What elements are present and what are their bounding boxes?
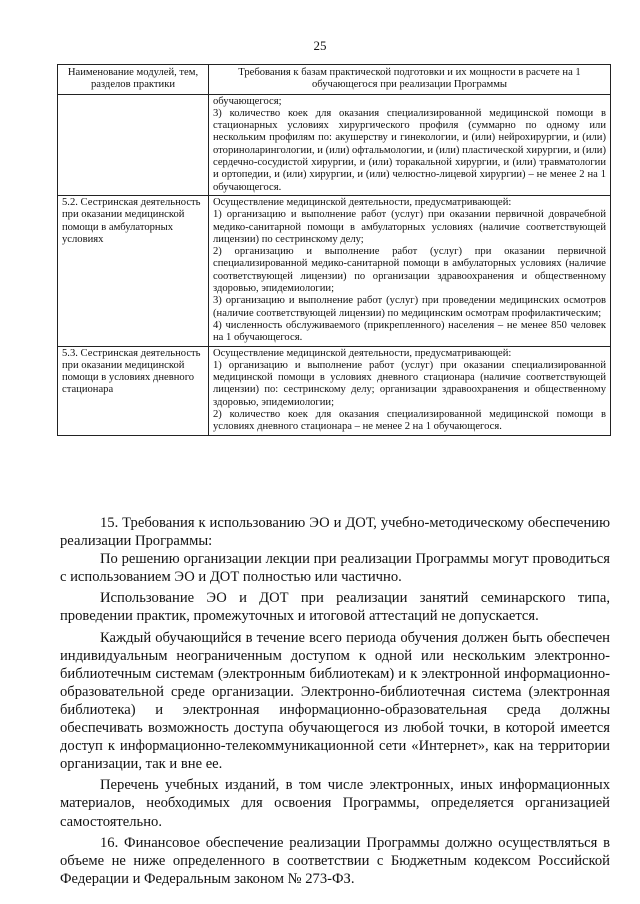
- table-row: [58, 94, 611, 195]
- paragraph: Использование ЭО и ДОТ при реализации занятий семинарского типа, проведении практик, промежуточных и итоговой аттестаций не допускается.: [60, 590, 610, 625]
- table-row: [58, 195, 611, 346]
- paragraph: Каждый обучающийся в течение всего периода обучения должен быть обеспечен индивидуальным неограниченным доступом к одной или нескольким электронно-библиотечным системам (электронным библиотекам) и к электронной информационно-образовательной среде организации. Электронно-библиотечная система (электронная библиотека) и электронная информационно-образовательная среда должны обеспечивать возможность доступа обучающегося из любой точки, в которой имеется доступ к информационно-телекоммуникационной сети «Интернет», как на территории организации, так и вне ее.: [60, 629, 610, 773]
- requirement-line: 3) организацию и выполнение работ (услуг) при проведении медицинских осмотров (наличие соответствующей лицензии) по медицинским осмотрам профилактическим;: [213, 295, 606, 319]
- requirement-line: 3) количество коек для оказания специализированной медицинской помощи в стационарных условиях хирургического профиля (суммарно по одному или нескольким профилям по: акушерству и гинекологии, и (или) нейрохирургии, и (или) оториноларингологии, и (или) офтальмологии, и (или) пластической хирургии, и (или) сердечно-сосудистой хирургии, и (или) торакальной хирургии, и (или) травматологии и ортопедии, и (или) хирургии, и (или) челюстно-лицевой хирургии) – не менее 2 на 1 обучающегося.: [213, 107, 606, 193]
- header-requirements: Требования к базам практической подготовки и их мощности в расчете на 1 обучающегося при реализации Программы: [209, 65, 611, 95]
- requirement-line: обучающегося;: [213, 95, 282, 107]
- table-header-row: [58, 65, 611, 95]
- requirement-line: 1) организацию и выполнение работ (услуг) при оказании специализированной медицинской помощи в условиях дневного стационара (наличие соответствующей лицензии) по: сестринскому делу; организации здравоохранения и общественному здоровью, эпидемиологии;: [213, 359, 606, 408]
- requirements-cell: [209, 346, 611, 435]
- requirement-line: 2) количество коек для оказания специализированной медицинской помощи в условиях дневного стационара – не менее 2 на 1 обучающегося.: [213, 409, 606, 433]
- body-text: [60, 514, 610, 888]
- requirement-line: Осуществление медицинской деятельности, предусматривающей:: [213, 347, 512, 359]
- paragraph: Перечень учебных изданий, в том числе электронных, иных информационных материалов, необходимых для освоения Программы, определяется организацией самостоятельно.: [60, 777, 610, 830]
- requirements-table: [57, 64, 611, 436]
- page-number: 25: [313, 38, 327, 53]
- module-cell: 5.2. Сестринская деятельность при оказании медицинской помощи в амбулаторных условиях: [58, 195, 209, 346]
- header-modules: Наименование модулей, тем, разделов практики: [58, 65, 209, 95]
- module-cell: 5.3. Сестринская деятельность при оказании медицинской помощи в условиях дневного стационара: [58, 346, 209, 435]
- table-row: [58, 346, 611, 435]
- requirements-cell: [209, 94, 611, 195]
- requirement-line: 2) организацию и выполнение работ (услуг) при оказании первичной специализированной медико-санитарной помощи в амбулаторных условиях (наличие соответствующей лицензии) по организации здравоохранения и общественному здоровью, эпидемиологии;: [213, 246, 606, 295]
- section-15-heading: 15. Требования к использованию ЭО и ДОТ, учебно-методическому обеспечению реализации Программы:: [60, 515, 610, 550]
- requirement-line: 4) численность обслуживаемого (прикрепленного) населения – не менее 850 человек на 1 обучающегося.: [213, 319, 606, 344]
- requirement-line: Осуществление медицинской деятельности, предусматривающей:: [213, 196, 512, 208]
- section-16-paragraph: 16. Финансовое обеспечение реализации Программы должно осуществляться в объеме не ниже определенного в соответствии с Бюджетным кодексом Российской Федерации и Федеральным законом № 273-ФЗ.: [60, 834, 610, 887]
- requirements-cell: [209, 195, 611, 346]
- module-cell: [58, 94, 209, 195]
- paragraph: По решению организации лекции при реализации Программы могут проводиться с использованием ЭО и ДОТ полностью или частично.: [60, 551, 610, 586]
- requirement-line: 1) организацию и выполнение работ (услуг) при оказании первичной доврачебной медико-санитарной помощи в амбулаторных условиях (наличие соответствующей лицензии) по сестринскому делу;: [213, 209, 606, 245]
